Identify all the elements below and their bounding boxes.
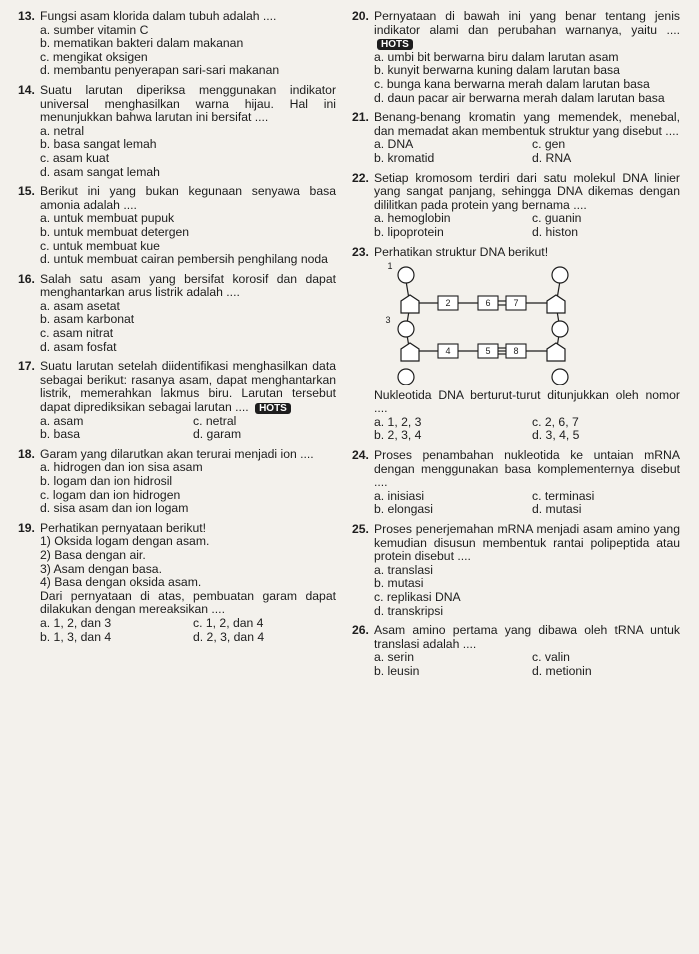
question-body xyxy=(18,300,336,354)
question-stem: Garam yang dilarutkan akan terurai menjadi ion .... xyxy=(40,446,314,461)
base-box-label: 5 xyxy=(485,346,491,357)
base-box-label: 2 xyxy=(445,298,451,309)
option-list xyxy=(40,125,336,179)
question-item xyxy=(18,360,336,442)
question-number: 19. xyxy=(18,520,35,535)
answer-option: d. membantu penyerapan sari-sari makanan xyxy=(40,63,280,78)
answer-option: c. untuk membuat kue xyxy=(40,238,160,253)
question-body xyxy=(352,651,680,678)
answer-option: d. RNA xyxy=(532,150,572,165)
dna-number-label: 3 xyxy=(385,315,391,326)
option-list xyxy=(40,300,336,354)
question-number: 14. xyxy=(18,82,35,97)
question-stem: Proses penerjemahan mRNA menjadi asam amino yang kemudian disusun membentuk rantai polipeptida atau protein disebut .... xyxy=(374,522,680,564)
question-stem: Perhatikan struktur DNA berikut! xyxy=(374,244,549,259)
question-stem: Salah satu asam yang bersifat korosif dan dapat menghantarkan arus listrik adalah .... xyxy=(40,271,336,300)
question-header xyxy=(18,448,336,462)
question-body xyxy=(352,51,680,105)
question-item xyxy=(18,84,336,179)
answer-option: a. hidrogen dan ion sisa asam xyxy=(40,460,203,475)
question-header xyxy=(352,624,680,651)
question-item xyxy=(18,10,336,78)
option-list xyxy=(374,490,680,517)
answer-option: b. basa sangat lemah xyxy=(40,137,157,152)
question-header xyxy=(352,449,680,490)
question-number: 16. xyxy=(18,271,35,286)
question-item xyxy=(352,111,680,165)
question-item xyxy=(352,172,680,240)
question-number: 22. xyxy=(352,170,369,185)
question-stem: Proses penambahan nukleotida ke untaian mRNA dengan menggunakan basa komplementernya disebut .... xyxy=(374,448,680,490)
question-text xyxy=(40,10,336,24)
phosphate-circle xyxy=(552,321,568,337)
question-body xyxy=(352,212,680,239)
question-text xyxy=(374,449,680,490)
question-item xyxy=(352,246,680,444)
question-number: 18. xyxy=(18,446,35,461)
question-text xyxy=(374,111,680,138)
question-body xyxy=(18,125,336,179)
base-box-label: 8 xyxy=(513,346,519,357)
question-stem: Benang-benang kromatin yang memendek, menebal, dan memadat akan membentuk struktur yang disebut .... xyxy=(374,110,680,138)
question-header xyxy=(18,360,336,414)
question-stem: Suatu larutan setelah diidentifikasi menghasilkan data sebagai berikut: rasanya asam, dapat menghantarkan listrik, memerahkan lakmus biru. Larutan tersebut dapat diprediksikan sebagai larutan .... xyxy=(40,359,336,415)
question-body xyxy=(352,490,680,517)
question-header xyxy=(352,10,680,51)
answer-option: d. transkripsi xyxy=(374,603,444,618)
statement-list xyxy=(40,535,336,589)
answer-option: c. 1, 2, dan 4 xyxy=(193,615,264,630)
option-list xyxy=(374,212,680,239)
answer-option: b. mutasi xyxy=(374,576,424,591)
question-text xyxy=(40,360,336,414)
question-text xyxy=(374,246,680,260)
question-number: 17. xyxy=(18,359,35,374)
answer-option: b. logam dan ion hidrosil xyxy=(40,474,173,488)
answer-option: a. serin xyxy=(374,650,414,665)
question-stem: Suatu larutan diperiksa menggunakan indikator universal menghasilkan warna hijau. Hal ini menunjukkan bahwa larutan ini bersifat .... xyxy=(40,82,336,125)
question-header xyxy=(18,10,336,24)
statement-item: 3) Asam dengan basa. xyxy=(40,561,162,576)
answer-option: c. mengikat oksigen xyxy=(40,49,148,64)
question-text xyxy=(374,10,680,51)
answer-option: c. replikasi DNA xyxy=(374,590,461,604)
answer-option: a. DNA xyxy=(374,137,414,152)
question-item xyxy=(352,449,680,517)
phosphate-circle xyxy=(552,369,568,385)
answer-option: c. asam kuat xyxy=(40,150,110,165)
question-text xyxy=(374,523,680,564)
question-body xyxy=(18,415,336,442)
option-list xyxy=(374,51,680,105)
right-column xyxy=(352,10,680,685)
answer-option: c. logam dan ion hidrogen xyxy=(40,487,181,502)
answer-option: c. valin xyxy=(532,650,570,665)
answer-option: a. inisiasi xyxy=(374,488,425,503)
answer-option: d. metionin xyxy=(532,663,592,678)
answer-option: a. sumber vitamin C xyxy=(40,22,149,37)
left-column xyxy=(18,10,336,650)
question-stem: Perhatikan pernyataan berikut! xyxy=(40,520,206,535)
question-header xyxy=(18,273,336,300)
phosphate-circle xyxy=(398,321,414,337)
option-list xyxy=(374,416,680,443)
question-header xyxy=(352,246,680,260)
question-item xyxy=(18,448,336,516)
option-list xyxy=(40,415,336,442)
answer-option: d. daun pacar air berwarna merah dalam larutan basa xyxy=(374,90,665,105)
question-text xyxy=(40,522,336,536)
base-box-label: 6 xyxy=(485,298,491,309)
answer-option: b. 1, 3, dan 4 xyxy=(40,629,112,644)
question-header xyxy=(352,172,680,213)
base-box-label: 4 xyxy=(445,346,451,357)
question-item xyxy=(18,185,336,267)
hots-badge: HOTS xyxy=(377,39,413,50)
sugar-pentagon xyxy=(401,295,419,313)
answer-option: d. sisa asam dan ion logam xyxy=(40,501,189,516)
sugar-pentagon xyxy=(547,343,565,361)
question-text xyxy=(40,448,336,462)
answer-option: d. 3, 4, 5 xyxy=(532,428,580,443)
answer-option: d. garam xyxy=(193,427,242,442)
dna-number-label: 1 xyxy=(387,261,393,272)
answer-option: d. 2, 3, dan 4 xyxy=(193,629,265,644)
question-text xyxy=(374,624,680,651)
question-number: 26. xyxy=(352,623,369,638)
question-item xyxy=(352,10,680,105)
answer-option: b. asam karbonat xyxy=(40,312,135,327)
hots-badge: HOTS xyxy=(255,403,291,414)
answer-option: b. untuk membuat detergen xyxy=(40,224,190,239)
question-stem: Asam amino pertama yang dibawa oleh tRNA untuk translasi adalah .... xyxy=(374,623,680,651)
question-item xyxy=(352,523,680,618)
option-list xyxy=(374,564,680,618)
question-followup: Dari pernyataan di atas, pembuatan garam dapat dilakukan dengan mereaksikan .... xyxy=(40,588,336,617)
question-number: 13. xyxy=(18,9,35,23)
question-number: 24. xyxy=(352,448,369,463)
option-list xyxy=(374,651,680,678)
question-body xyxy=(18,535,336,644)
question-body xyxy=(352,138,680,165)
question-body xyxy=(18,212,336,266)
answer-option: d. histon xyxy=(532,224,579,239)
answer-option: b. kunyit berwarna kuning dalam larutan basa xyxy=(374,63,620,78)
question-header xyxy=(352,523,680,564)
option-list xyxy=(40,212,336,266)
sugar-pentagon xyxy=(547,295,565,313)
question-stem: Setiap kromosom terdiri dari satu molekul DNA linier yang sangat panjang, sehingga DNA dikemas dengan dililitkan pada protein yang bernama .... xyxy=(374,170,680,212)
question-stem: Pernyataan di bawah ini yang benar tentang jenis indikator alami dan perubahan warnanya, yaitu .... xyxy=(374,9,680,37)
question-text xyxy=(40,273,336,300)
answer-option: a. asam asetat xyxy=(40,298,120,313)
question-body xyxy=(352,564,680,618)
phosphate-circle xyxy=(398,267,414,283)
question-header xyxy=(18,522,336,536)
question-number: 25. xyxy=(352,522,369,537)
answer-option: c. bunga kana berwarna merah dalam larutan basa xyxy=(374,76,650,91)
statement-item: 1) Oksida logam dengan asam. xyxy=(40,534,210,549)
answer-option: a. asam xyxy=(40,413,84,428)
answer-option: d. asam fosfat xyxy=(40,339,117,354)
answer-option: b. elongasi xyxy=(374,502,433,517)
question-item xyxy=(18,522,336,644)
answer-option: a. hemoglobin xyxy=(374,211,451,226)
question-stem: Berikut ini yang bukan kegunaan senyawa basa amonia adalah .... xyxy=(40,184,336,212)
answer-option: d. mutasi xyxy=(532,502,582,517)
answer-option: c. netral xyxy=(193,413,237,428)
question-item xyxy=(18,273,336,355)
option-list xyxy=(40,461,336,515)
sugar-pentagon xyxy=(401,343,419,361)
answer-option: a. netral xyxy=(40,123,85,138)
question-number: 23. xyxy=(352,244,369,259)
statement-item: 2) Basa dengan air. xyxy=(40,547,146,562)
question-body xyxy=(352,259,680,443)
question-body xyxy=(18,24,336,78)
answer-option: a. untuk membuat pupuk xyxy=(40,211,175,226)
answer-option: b. lipoprotein xyxy=(374,224,444,239)
answer-option: a. umbi bit berwarna biru dalam larutan asam xyxy=(374,49,619,64)
answer-option: c. guanin xyxy=(532,211,582,226)
question-followup: Nukleotida DNA berturut-turut ditunjukkan oleh nomor .... xyxy=(374,387,680,416)
answer-option: b. basa xyxy=(40,427,80,442)
answer-option: d. asam sangat lemah xyxy=(40,164,160,179)
answer-option: a. 1, 2, 3 xyxy=(374,414,422,429)
question-text xyxy=(40,84,336,125)
answer-option: c. asam nitrat xyxy=(40,326,114,341)
answer-option: c. 2, 6, 7 xyxy=(532,414,579,429)
question-number: 20. xyxy=(352,9,369,23)
option-list xyxy=(40,24,336,78)
question-body xyxy=(18,461,336,515)
question-stem: Fungsi asam klorida dalam tubuh adalah .... xyxy=(40,9,277,23)
answer-option: c. terminasi xyxy=(532,488,595,503)
answer-option: b. 2, 3, 4 xyxy=(374,428,422,443)
answer-option: a. translasi xyxy=(374,562,433,577)
statement-item: 4) Basa dengan oksida asam. xyxy=(40,575,202,590)
question-number: 21. xyxy=(352,110,369,125)
question-number: 15. xyxy=(18,184,35,199)
question-item xyxy=(352,624,680,678)
question-header xyxy=(352,111,680,138)
answer-option: d. untuk membuat cairan pembersih penghilang noda xyxy=(40,252,328,267)
phosphate-circle xyxy=(552,267,568,283)
answer-option: b. mematikan bakteri dalam makanan xyxy=(40,36,244,51)
question-header xyxy=(18,185,336,212)
option-list xyxy=(40,617,336,644)
dna-structure-diagram xyxy=(374,259,584,385)
phosphate-circle xyxy=(398,369,414,385)
answer-option: b. leusin xyxy=(374,663,420,678)
question-header xyxy=(18,84,336,125)
answer-option: b. kromatid xyxy=(374,150,435,165)
question-text xyxy=(374,172,680,213)
answer-option: a. 1, 2, dan 3 xyxy=(40,615,112,630)
base-box-label: 7 xyxy=(513,298,519,309)
option-list xyxy=(374,138,680,165)
question-text xyxy=(40,185,336,212)
answer-option: c. gen xyxy=(532,137,566,152)
